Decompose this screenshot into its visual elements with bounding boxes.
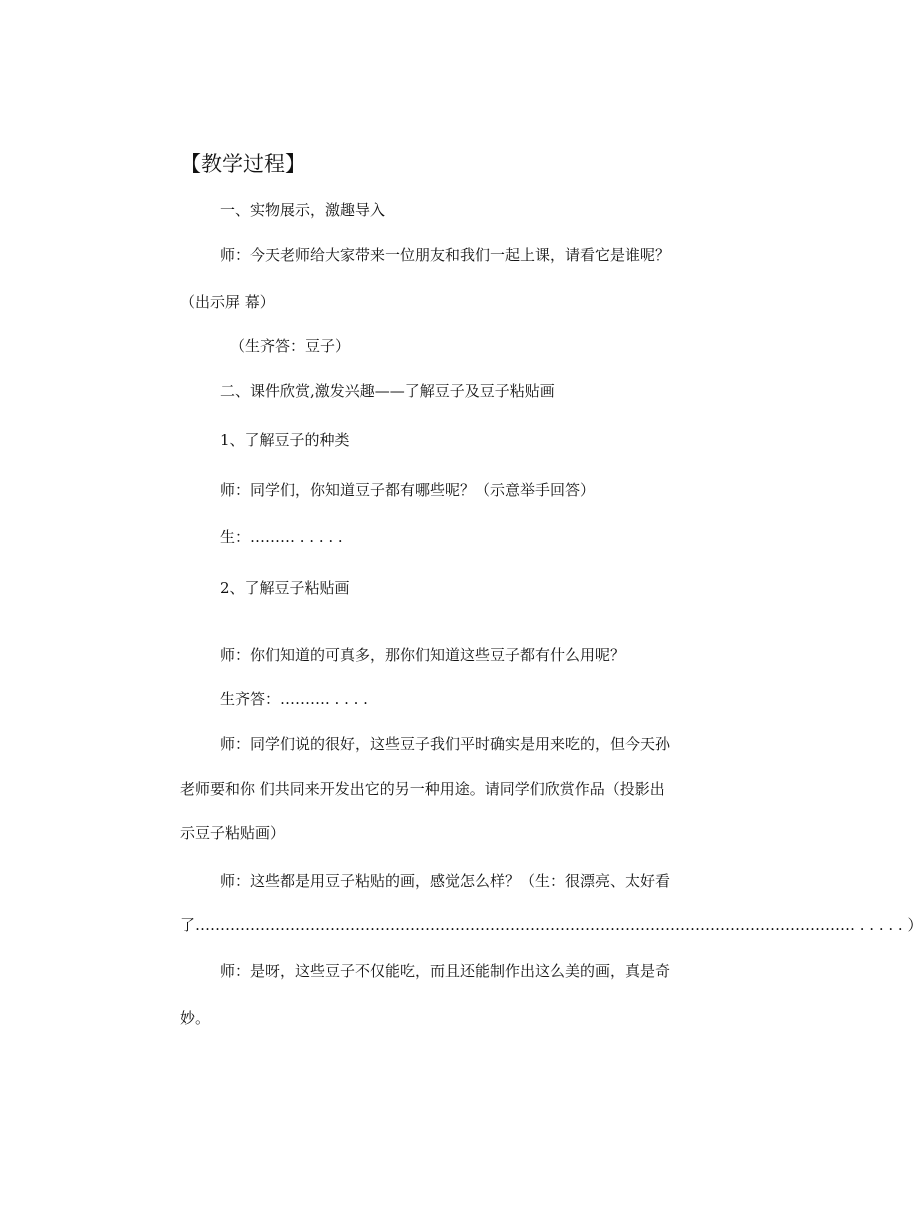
paragraph-line: （生齐答：豆子）: [230, 337, 351, 355]
paragraph-line: 示豆子粘贴画）: [180, 824, 286, 842]
paragraph-line: 一、实物展示，激趣导入: [220, 201, 386, 219]
paragraph-line: 妙。: [180, 1009, 211, 1027]
paragraph-line: 师：今天老师给大家带来一位朋友和我们一起上课，请看它是谁呢？: [220, 246, 671, 264]
paragraph-line: 师：这些都是用豆子粘贴的画，感觉怎么样？（生：很漂亮、太好看: [220, 872, 671, 890]
paragraph-line: 生齐答：………. . . . .: [220, 690, 368, 708]
paragraph-line: 师：是呀，这些豆子不仅能吃，而且还能制作出这么美的画，真是奇: [220, 962, 671, 980]
section-heading: 【教学过程】: [180, 152, 306, 176]
paragraph-line: 2、了解豆子粘贴画: [220, 579, 350, 597]
paragraph-line: 了…………………………………………………………………………………………………………………… . . . . . ）: [180, 916, 922, 934]
paragraph-line: 1、了解豆子的种类: [220, 431, 350, 449]
paragraph-line: 二、课件欣赏,激发兴趣——了解豆子及豆子粘贴画: [220, 382, 555, 400]
paragraph-line: 师：同学们说的很好，这些豆子我们平时确实是用来吃的，但今天孙: [220, 735, 671, 753]
paragraph-line: （出示屏 幕）: [180, 293, 275, 311]
paragraph-line: 师：你们知道的可真多，那你们知道这些豆子都有什么用呢？: [220, 646, 626, 664]
paragraph-line: 师：同学们，你知道豆子都有哪些呢？（示意举手回答）: [220, 481, 596, 499]
paragraph-line: 生：……… . . . . .: [220, 528, 343, 546]
paragraph-line: 老师要和你 们共同来开发出它的另一种用途。请同学们欣赏作品（投影出: [180, 780, 665, 798]
